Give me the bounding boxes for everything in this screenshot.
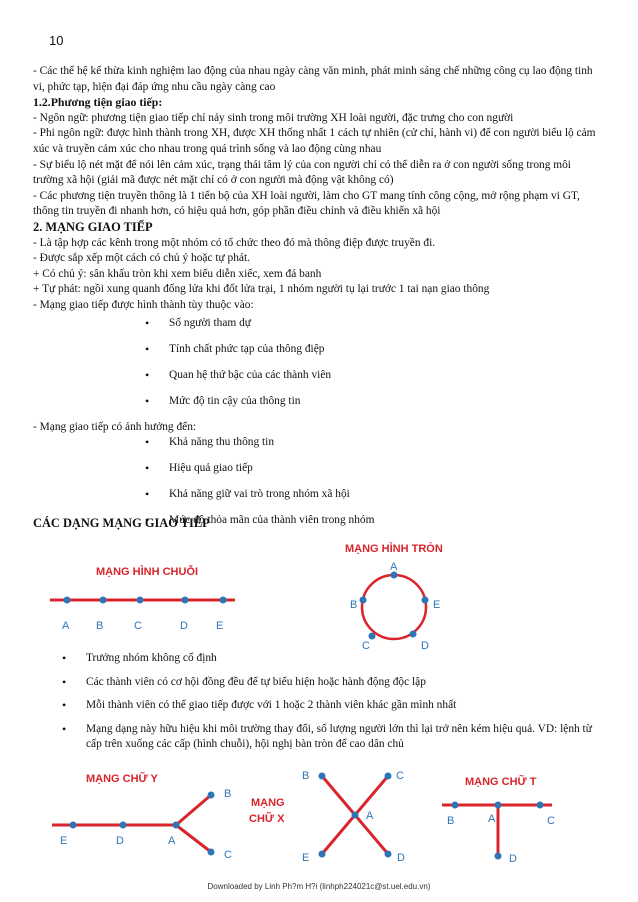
x-node-label: B	[302, 770, 310, 782]
circle-node	[410, 631, 417, 638]
circle-node-label: A	[390, 561, 398, 573]
chain-network-label: MẠNG HÌNH CHUỖI	[96, 566, 199, 578]
circle-node	[422, 597, 429, 604]
x-node	[319, 851, 326, 858]
chain-node	[64, 597, 71, 604]
list-item: • Mạng dạng này hữu hiệu khi môi trường thay đổi, số lượng người lớn thì lại trở nên kém hiệu quả. VD: lệnh từ cấp trên xuống các cấp (hình chuỗi), hội nghị bàn tròn để cao dân chủ	[62, 722, 610, 753]
t-node-label: A	[488, 813, 496, 825]
y-node-label: C	[224, 849, 232, 861]
x-node-label: E	[302, 852, 310, 864]
circle-network	[345, 542, 443, 652]
circle-node-label: E	[433, 599, 441, 611]
paragraph: - Sự biểu lộ nét mặt để nói lên cảm xúc, trạng thái tâm lý của con người chỉ có thể diễn ra ở con người sống trong môi trường xã hội (giải mã được nét mặt chỉ có ở con người mà động vật không có)	[33, 158, 571, 187]
paragraph: - Các phương tiện truyền thông là 1 tiến bộ của XH loài người, làm cho GT mang tính công cộng, mở rộng phạm vi GT, thông tin truyền đi nhanh hơn, có hiệu quả hơn, góp phần điều chỉnh và điều khiển xã hội	[33, 189, 580, 218]
network-types-title: CÁC DẠNG MẠNG GIAO TIẾP	[33, 516, 210, 530]
t-node	[495, 853, 502, 860]
y-node	[120, 822, 127, 829]
x-network-label: MẠNG	[251, 797, 285, 809]
t-network	[442, 775, 555, 865]
y-node	[173, 822, 180, 829]
x-node	[385, 851, 392, 858]
x-node	[352, 812, 359, 819]
t-node	[537, 802, 544, 809]
chain-node-label: C	[134, 620, 142, 632]
list-item: • Mỗi thành viên có thể giao tiếp được với 1 hoặc 2 thành viên khác gần mình nhất	[62, 698, 610, 714]
chain-node-label: B	[96, 620, 104, 632]
paragraph: + Tự phát: ngồi xung quanh đống lửa khi đốt lửa trại, 1 nhóm người tụ lại trước 1 tai nạn giao thông	[33, 283, 490, 296]
circle-node	[369, 633, 376, 640]
y-node	[208, 849, 215, 856]
t-network-label: MẠNG CHỮ T	[465, 776, 537, 788]
page-number: 10	[49, 33, 64, 48]
list-item: • Hiệu quả giao tiếp	[145, 461, 601, 487]
x-network-label: CHỮ X	[249, 813, 285, 825]
y-node-label: B	[224, 788, 232, 800]
y-node-label: A	[168, 835, 176, 847]
section-2-title: 2. MẠNG GIAO TIẾP	[33, 219, 153, 234]
y-line	[176, 795, 211, 825]
list-item: • Các thành viên có cơ hội đồng đều để tự biểu hiện hoặc hành động độc lập	[62, 675, 610, 691]
paragraph: - Là tập hợp các kênh trong một nhóm có tổ chức theo đó mà thông điệp được truyền đi.	[33, 236, 436, 249]
paragraph: - Mạng giao tiếp được hình thành tùy thuộc vào:	[33, 298, 254, 311]
circle-node-label: C	[362, 640, 370, 652]
list-item: • Khả năng thu thông tin	[145, 435, 601, 461]
t-node	[452, 802, 459, 809]
network-notes-list	[62, 651, 610, 761]
paragraph: + Có chủ ý: sân khấu tròn khi xem biểu diễn xiếc, xem đá banh	[33, 267, 322, 280]
paragraph: - Được sắp xếp một cách có chủ ý hoặc tự phát.	[33, 252, 251, 265]
list-item: • Khả năng giữ vai trò trong nhóm xã hội	[145, 487, 601, 513]
x-node	[319, 773, 326, 780]
chain-network	[50, 565, 235, 632]
circle-node-label: D	[421, 640, 429, 652]
download-footer: Downloaded by Linh Ph?m H?i (linhph224021c@st.uel.edu.vn)	[207, 882, 431, 891]
circle-node	[360, 597, 367, 604]
paragraph: - Mạng giao tiếp có ảnh hưởng đến:	[33, 420, 197, 433]
y-network	[52, 772, 232, 861]
y-node-label: D	[116, 835, 124, 847]
chain-node	[220, 597, 227, 604]
x-network	[249, 770, 405, 864]
t-node-label: B	[447, 815, 455, 827]
circle-node-label: B	[350, 599, 358, 611]
list-item: • Mức độ thỏa mãn của thành viên trong nhóm	[145, 513, 601, 539]
list-item: • Quan hệ thứ bậc của các thành viên	[145, 368, 601, 394]
chain-node-label: A	[62, 620, 70, 632]
chain-node	[137, 597, 144, 604]
circle-network-label: MẠNG HÌNH TRÒN	[345, 543, 443, 555]
paragraph: - Phi ngôn ngữ: được hình thành trong XH, được XH thống nhất 1 cách tự nhiên (cử chỉ, hành vi) để con người biểu lộ cảm xúc và truyền cảm xúc cho nhau trong quá trình sống và lao động cùng nhau	[33, 127, 596, 155]
list-item: • Trưởng nhóm không cố định	[62, 651, 610, 667]
chain-node-label: D	[180, 620, 188, 632]
list-item: • Mức độ tin cậy của thông tin	[145, 394, 601, 420]
t-node-label: C	[547, 815, 555, 827]
x-node	[385, 773, 392, 780]
x-node-label: A	[366, 810, 374, 822]
x-node-label: D	[397, 852, 405, 864]
t-node-label: D	[509, 853, 517, 865]
intro-paragraph: - Các thế hệ kế thừa kinh nghiệm lao động của nhau ngày càng văn minh, phát minh sáng chế những công cụ lao động tinh vi, phức tạp, hiện đại đáp ứng nhu cầu ngày càng cao	[33, 65, 593, 93]
t-node	[495, 802, 502, 809]
section-1-2-title: 1.2.Phương tiện giao tiếp:	[33, 95, 163, 110]
y-node	[70, 822, 77, 829]
list-item: • Tính chất phức tạp của thông điệp	[145, 342, 601, 368]
chain-node	[100, 597, 107, 604]
y-network-label: MẠNG CHỮ Y	[86, 773, 158, 785]
y-line	[176, 825, 211, 852]
paragraph: - Ngôn ngữ: phương tiện giao tiếp chỉ nảy sinh trong môi trường XH loài người, đặc trưng cho con người	[33, 111, 514, 124]
list-item: • Số người tham dự	[145, 316, 601, 342]
chain-node	[182, 597, 189, 604]
y-node	[208, 792, 215, 799]
chain-node-label: E	[216, 620, 224, 632]
y-node-label: E	[60, 835, 68, 847]
x-node-label: C	[396, 770, 404, 782]
circle-ring	[362, 575, 426, 639]
